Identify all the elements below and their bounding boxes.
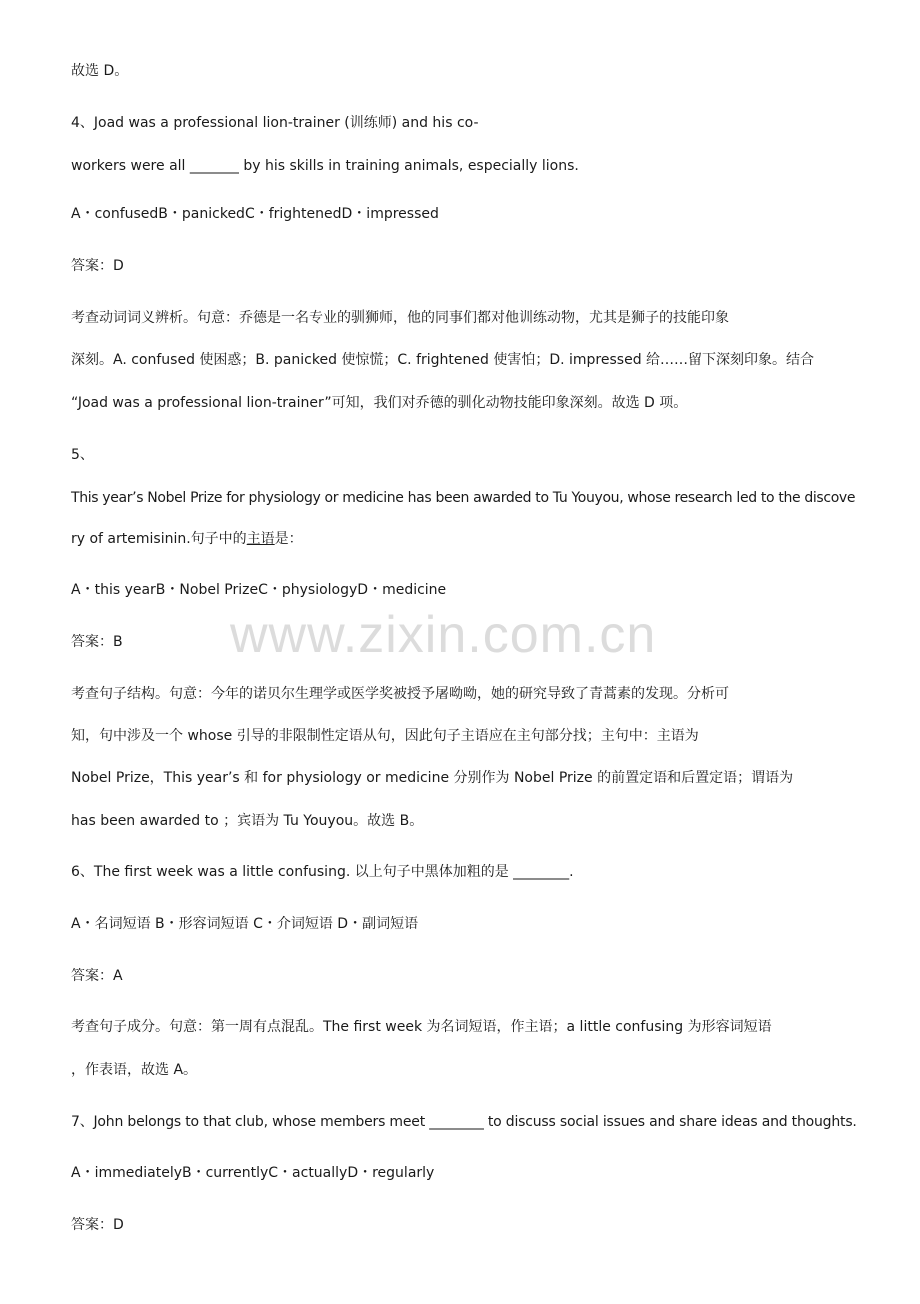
q5-explanation-line-4: has been awarded to ；宾语为 Tu Youyou。故选 B。 [71, 813, 424, 829]
q5-options: A・this yearB・Nobel PrizeC・physiologyD・medicine [71, 582, 447, 598]
q5-stem-text: ry of artemisinin.句子中的 [71, 531, 247, 547]
q5-explanation-line-1: 考查句子结构。句意：今年的诺贝尔生理学或医学奖被授予屠呦呦，她的研究导致了青蒿素的发现。分析可 [71, 686, 729, 702]
q5-stem-line-1: This year’s Nobel Prize for physiology or medicine has been awarded to Tu Youyou, whose research led to the discove [71, 490, 856, 506]
q5-stem-line-2 [71, 529, 861, 549]
q6-stem: 6、The first week was a little confusing. 以上句子中黑体加粗的是 ________. [71, 864, 574, 880]
q4-options: A・confusedB・panickedC・frightenedD・impressed [71, 206, 439, 222]
q6-explanation-line-2: ，作表语，故选 A。 [71, 1062, 198, 1078]
q7-stem: 7、John belongs to that club, whose members meet ________ to discuss social issues and share ideas and thoughts. [71, 1114, 857, 1130]
q5-stem-underlined-subject: 主语 [246, 531, 275, 547]
q5-answer: 答案：B [71, 634, 123, 650]
q4-stem-line-1: 4、Joad was a professional lion-trainer (训练师) and his co- [71, 115, 479, 131]
q4-explanation-line-3: “Joad was a professional lion-trainer”可知，我们对乔德的驯化动物技能印象深刻。故选 D 项。 [71, 395, 688, 411]
q7-options: A・immediatelyB・currentlyC・actuallyD・regularly [71, 1165, 435, 1181]
q6-options: A・名词短语 B・形容词短语 C・介词短语 D・副词短语 [71, 916, 419, 932]
q5-explanation-line-3: Nobel Prize，This year’s 和 for physiology or medicine 分别作为 Nobel Prize 的前置定语和后置定语；谓语为 [71, 770, 794, 786]
q4-explanation-line-2: 深刻。A. confused 使困惑；B. panicked 使惊慌；C. frightened 使害怕；D. impressed 给……留下深刻印象。结合 [71, 352, 815, 368]
q5-explanation-line-2: 知，句中涉及一个 whose 引导的非限制性定语从句，因此句子主语应在主句部分找；主句中：主语为 [71, 728, 699, 744]
q4-stem-line-2: workers were all _______ by his skills in training animals, especially lions. [71, 158, 579, 174]
q3-tail: 故选 D。 [71, 63, 129, 79]
q4-explanation-line-1: 考查动词词义辨析。句意：乔德是一名专业的驯狮师，他的同事们都对他训练动物，尤其是狮子的技能印象 [71, 310, 729, 326]
q6-answer: 答案：A [71, 968, 123, 984]
q7-answer: 答案：D [71, 1217, 124, 1233]
watermark: www.zixin.com.cn [230, 606, 657, 664]
q5-stem-colon: 是： [274, 531, 303, 547]
q4-answer: 答案：D [71, 258, 124, 274]
q6-explanation-line-1: 考查句子成分。句意：第一周有点混乱。The first week 为名词短语，作主语；a little confusing 为形容词短语 [71, 1019, 772, 1035]
q5-number: 5、 [71, 447, 94, 463]
